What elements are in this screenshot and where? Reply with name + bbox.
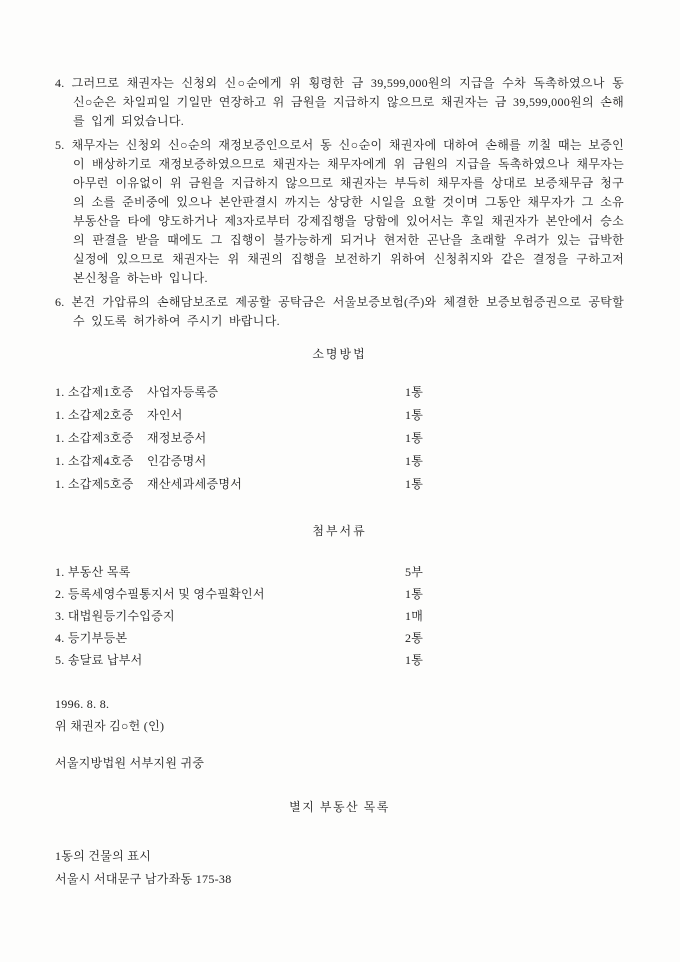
evidence-row [55, 381, 624, 404]
evidence-row [55, 404, 624, 427]
attachment-count: 1통 [405, 587, 424, 601]
evidence-list [55, 381, 624, 496]
evidence-label: 1. 소갑제3호증 [55, 431, 134, 445]
evidence-row [55, 450, 624, 473]
court-address-line: 서울지방법원 서부지원 귀중 [55, 756, 205, 770]
attachment-label: 4. 등기부등본 [55, 631, 128, 645]
attachment-count: 1매 [405, 609, 424, 623]
closing-block [55, 693, 624, 774]
creditor-signature-line: 위 채권자 김○헌 (인) [55, 719, 165, 733]
evidence-name: 사업자등록증 [147, 385, 219, 399]
attachment-label: 5. 송달료 납부서 [55, 653, 143, 667]
body-paragraphs [55, 74, 624, 331]
evidence-label: 1. 소갑제2호증 [55, 408, 134, 422]
attachment-count: 1통 [405, 653, 424, 667]
attachment-row [55, 561, 624, 583]
paragraph-item-5 [55, 136, 624, 288]
evidence-row [55, 473, 624, 496]
paragraph-number: 4. [55, 76, 65, 90]
attachment-label: 3. 대법원등기수입증지 [55, 609, 175, 623]
evidence-count: 1통 [405, 408, 424, 422]
appendix-line-address: 서울시 서대문구 남가좌동 175-38 [55, 872, 232, 886]
appendix-block [55, 845, 624, 891]
evidence-name: 자인서 [147, 408, 183, 422]
evidence-label: 1. 소갑제4호증 [55, 454, 134, 468]
paragraph-number: 5. [55, 138, 65, 152]
paragraph-item-6 [55, 293, 624, 331]
evidence-name: 인감증명서 [147, 454, 207, 468]
evidence-count: 1통 [405, 454, 424, 468]
date-line: 1996. 8. 8. [55, 697, 110, 711]
attachment-count: 2통 [405, 631, 424, 645]
attachment-row [55, 583, 624, 605]
evidence-row [55, 427, 624, 450]
attachment-label: 2. 등록세영수필통지서 및 영수필확인서 [55, 587, 265, 601]
paragraph-text: 그러므로 채권자는 신청외 신○순에게 위 횡령한 금 39,599,000원의 지급을 수차 독촉하였으나 동 신○순은 차일피일 기일만 연장하고 위 금원을 지급하지 않으므로 채권자는 금 39,599,000원의 손해를 입게 되었습니다. [71, 76, 624, 128]
appendix-line-building: 1동의 건물의 표시 [55, 849, 152, 863]
attachment-label: 1. 부동산 목록 [55, 565, 131, 579]
attachment-count: 5부 [405, 565, 424, 579]
appendix-title: 별지 부동산 목록 [289, 800, 390, 814]
attachments-section-title: 첨부서류 [312, 524, 367, 538]
attachment-row [55, 627, 624, 649]
paragraph-number: 6. [55, 295, 65, 309]
paragraph-text: 채무자는 신청외 신○순의 재정보증인으로서 동 신○순이 채권자에 대하여 손해를 끼칠 때는 보증인이 배상하기로 재정보증하였으므로 채권자는 채무자에게 위 금원의 지급을 독촉하였으나 채무자는 아무런 이유없이 위 금원을 지급하지 않으므로 채권자는 부득히 채무자를 상대로 보증채무금 청구의 소를 준비중에 있으나 본안판결시 까지는 상당한 시일을 요할 것이며 그동안 채무자가 그 소유부동산을 타에 양도하거나 제3자로부터 강제집행을 당함에 있어서는 후일 채권자가 본안에서 승소의 판결을 받을 때에도 그 집행이 불가능하게 되거나 현저한 곤난을 초래할 우려가 있는 급박한 실정에 있으므로 채권자는 위 채권의 집행을 보전하기 위하여 신청취지와 같은 결정을 구하고저 본신청을 하는바 입니다. [71, 138, 624, 285]
paragraph-item-4 [55, 74, 624, 131]
evidence-count: 1통 [405, 477, 424, 491]
evidence-label: 1. 소갑제1호증 [55, 385, 134, 399]
evidence-name: 재정보증서 [147, 431, 207, 445]
attachment-row [55, 649, 624, 671]
paragraph-text: 본건 가압류의 손해담보조로 제공할 공탁금은 서울보증보험(주)와 체결한 보증보험증권으로 공탁할 수 있도록 허가하여 주시기 바랍니다. [71, 295, 624, 328]
attachments-list [55, 561, 624, 671]
attachment-row [55, 605, 624, 627]
evidence-section-title: 소명방법 [312, 347, 367, 361]
evidence-label: 1. 소갑제5호증 [55, 477, 134, 491]
evidence-count: 1통 [405, 385, 424, 399]
evidence-name: 재산세과세증명서 [147, 477, 243, 491]
evidence-count: 1통 [405, 431, 424, 445]
